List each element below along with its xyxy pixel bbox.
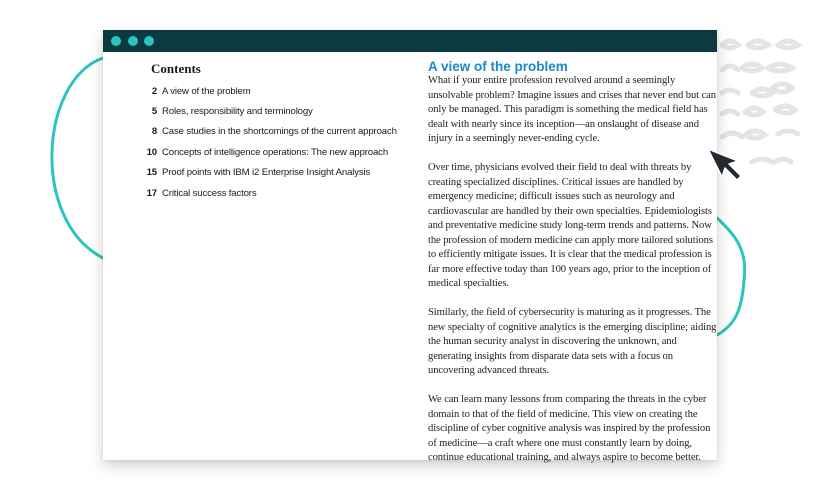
teal-arc-right-icon <box>717 218 745 335</box>
window-titlebar <box>103 30 717 52</box>
toc-item-label: Roles, responsibility and terminology <box>162 106 313 118</box>
toc-item[interactable] <box>133 101 397 121</box>
toc-item-label: Critical success factors <box>162 187 257 199</box>
toc-item-label: Proof points with IBM i2 Enterprise Insight Analysis <box>162 167 371 179</box>
teal-arc-left-icon <box>52 58 103 258</box>
toc-item[interactable] <box>133 163 397 183</box>
toc-page-number: 8 <box>151 126 157 138</box>
gray-loop-pattern-icon <box>722 41 798 162</box>
toc-page-number: 17 <box>146 187 157 199</box>
document-window <box>103 30 717 463</box>
window-dot-2[interactable] <box>128 36 138 46</box>
toc-page-number: 15 <box>146 167 157 179</box>
toc-item-label: A view of the problem <box>162 85 251 97</box>
table-of-contents <box>133 81 397 203</box>
article-paragraph: We can learn many lessons from comparing the threats in the cyber domain to that of the field of medicine. This view on creating the discipline of cyber cognitive analysis was inspired by the profession of medicine—a craft where one must constantly learn by doing, continue educational training, and always aspire to become better. <box>428 394 711 463</box>
toc-item[interactable] <box>133 122 397 142</box>
toc-page-number: 10 <box>146 146 157 158</box>
window-dot-3[interactable] <box>144 36 154 46</box>
article-body <box>428 59 718 480</box>
toc-item[interactable] <box>133 142 397 162</box>
toc-page-number: 2 <box>151 85 157 97</box>
contents-heading: Contents <box>151 61 201 76</box>
mouse-pointer-icon <box>706 147 746 187</box>
article-paragraph: Similarly, the field of cybersecurity is maturing as it progresses. The new specialty of cognitive analytics is the emerging discipline; aiding the human security analyst in discovering the unknown, and generating insights from disparate data sets with a focus on uncovering advanced threats. <box>428 307 717 376</box>
toc-item[interactable] <box>133 81 397 101</box>
article-paragraph: Over time, physicians evolved their field to deal with threats by creating specialized disciplines. Critical issues are handled by emergency medicine; difficult issues such as neurology and cardiovascular are handled by their own specialties. Epidemiologists and preventative medicine study long-term trends and patterns. Now the profession of modern medicine can apply more tailored solutions to efficiently mitigate issues. It is clear that the medical profession is far more effective today than 100 years ago, prior to the inception of medical specialties. <box>428 162 713 289</box>
article-paragraph: What if your entire profession revolved around a seemingly unsolvable problem? Imagine issues and crises that never end but can only be managed. This paradigm is something the medical field has dealt with nearly since its inception—an onslaught of disease and injury in a seemingly never-ending cycle. <box>428 75 716 144</box>
article-heading: A view of the problem <box>428 59 568 74</box>
toc-item-label: Concepts of intelligence operations: The new approach <box>162 146 389 158</box>
toc-item-label: Case studies in the shortcomings of the current approach <box>162 126 397 138</box>
toc-item[interactable] <box>133 183 397 203</box>
toc-page-number: 5 <box>151 106 157 118</box>
window-dot-1[interactable] <box>111 36 121 46</box>
